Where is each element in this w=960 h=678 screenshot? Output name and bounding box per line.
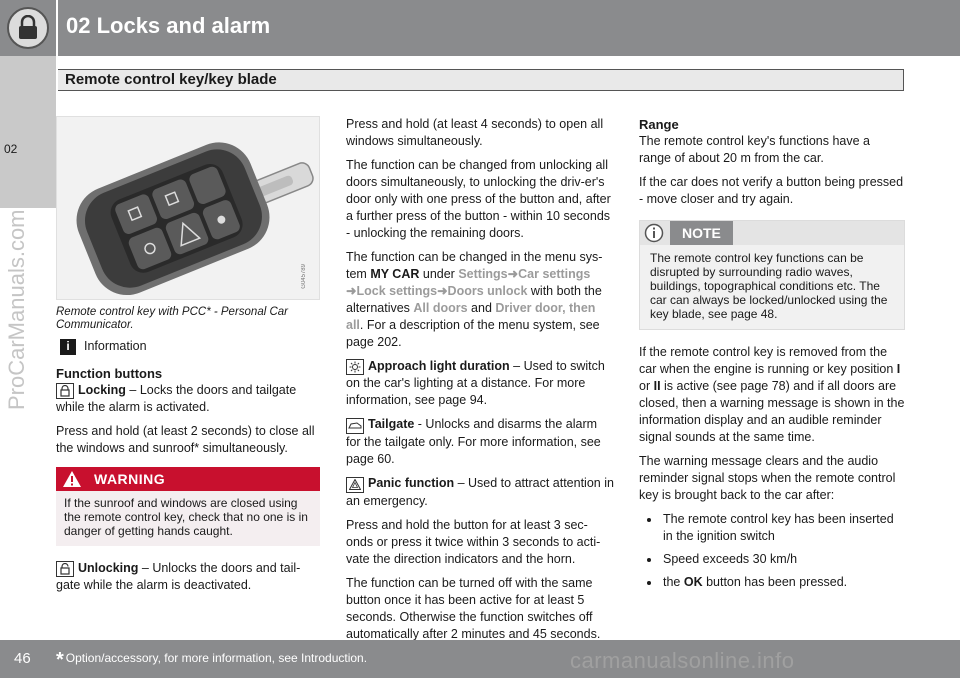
footnote-star: *: [56, 649, 64, 671]
my-car-label: MY CAR: [370, 267, 420, 281]
section-title-box: [56, 69, 904, 91]
key-removed-paragraph: [639, 344, 905, 446]
locking-paragraph: [56, 382, 320, 416]
lock-icon: [56, 383, 74, 399]
footnote-text: Option/accessory, for more information, see Introduction.: [65, 651, 368, 665]
note-text: The remote control key functions can be disrupted by surrounding radio waves, buildings, topographical conditions etc. The car can always be locked/unlocked using the key blade, see page 48.: [650, 251, 888, 321]
menu-system-paragraph: [346, 249, 614, 351]
menu-text-b: with both the alternatives: [346, 284, 602, 315]
conditions-list: [639, 511, 905, 591]
chapter-icon-box: [0, 0, 58, 56]
menu-text-c: . For a description of the menu system, see page 202.: [346, 318, 600, 349]
arrow-right-icon: ➜: [437, 284, 448, 298]
panic-off-paragraph: The function can be turned off with the same button once it has been active for at least 5 seconds. Otherwise the function switches off automatically after 2 minutes and 45 seconds.: [346, 575, 601, 641]
function-buttons-heading: Function buttons: [56, 366, 163, 381]
range-paragraph-1: The remote control key's functions have a range of about 20 m from the car.: [639, 134, 870, 165]
note-info-icon: [644, 223, 664, 243]
option-all-doors: All doors: [413, 301, 468, 315]
chapter-side-tab: [0, 56, 58, 208]
panic-paragraph: [346, 475, 614, 510]
bullet3-text-b: button has been pressed.: [702, 575, 848, 589]
footnote: [56, 649, 367, 672]
column-left: [56, 116, 320, 601]
key-position-i: I: [896, 362, 901, 376]
menu-doors-unlock: Doors unlock: [447, 284, 528, 298]
locking-hold-paragraph: Press and hold (at least 2 seconds) to close all the windows and sunroof* simultaneously.: [56, 424, 315, 455]
open-windows-paragraph: Press and hold (at least 4 seconds) to open all windows simultaneously.: [346, 117, 604, 148]
list-item: • The remote control key has been inserted in the ignition switch: [661, 511, 905, 545]
removed-text-a: If the remote control key is removed from the car when the engine is running or key position: [639, 345, 897, 376]
range-heading: Range: [639, 117, 679, 132]
page-number: 46: [14, 650, 31, 667]
figure-caption: Remote control key with PCC* - Personal Car Communicator.: [56, 306, 288, 331]
unlocking-text: – Unlocks the doors and tail-gate while the alarm is deactivated.: [56, 561, 301, 592]
approach-text: – Used to switch on the car's lighting at a distance. For more information, see page 94.: [346, 359, 605, 407]
remote-key-illustration: [57, 117, 319, 299]
panic-icon: [346, 477, 364, 493]
page-footer: [0, 640, 960, 678]
list-item: • Speed exceeds 30 km/h: [661, 551, 905, 568]
approach-light-icon: [346, 359, 364, 375]
panic-hold-paragraph: Press and hold the button for at least 3 sec-onds or press it twice within 3 seconds to acti-vate the direction indicators and the horn.: [346, 517, 601, 566]
list-item: [661, 574, 905, 591]
option-driver-door: Driver door, then all: [346, 301, 596, 332]
bullet3-text-a: the: [663, 575, 684, 589]
note-title: NOTE: [670, 221, 733, 245]
menu-text-and: and: [467, 301, 496, 315]
warning-header: [56, 467, 320, 491]
panic-text: – Used to attract attention in an emergency.: [346, 476, 614, 508]
removed-text-b: is active (see page 78) and if all doors are closed, then a warning message is shown in the information display and an audible reminder signal sounds at the same time.: [639, 379, 905, 444]
information-label: Information: [84, 339, 147, 353]
warning-box: [56, 467, 320, 546]
lock-chapter-icon: [7, 7, 49, 49]
chapter-header: [0, 0, 960, 56]
warning-title: WARNING: [94, 470, 166, 487]
locking-text: – Locks the doors and tailgate while the alarm is activated.: [56, 383, 297, 414]
arrow-right-icon: ➜: [346, 284, 357, 298]
arrow-right-icon: ➜: [507, 267, 519, 281]
unlocking-label: Unlocking: [78, 561, 139, 575]
menu-text-a: The function can be changed in the menu sys-tem: [346, 250, 603, 281]
figure-code: G045789: [301, 264, 307, 289]
menu-text-under: under: [419, 267, 459, 281]
locking-label: Locking: [78, 383, 126, 397]
ok-button-label: OK: [683, 575, 703, 589]
side-tab-number: 02: [4, 142, 18, 156]
column-middle: [346, 116, 614, 650]
chapter-title: 02 Locks and alarm: [66, 13, 271, 38]
range-paragraph-2: If the car does not verify a button being pressed - move closer and try again.: [639, 175, 904, 206]
note-header: [640, 221, 904, 245]
menu-lock-settings: Lock settings: [356, 284, 438, 298]
tailgate-text: - Unlocks and disarms the alarm for the tailgate only. For more information, see page 60.: [346, 417, 601, 466]
unlocking-paragraph: [56, 560, 320, 594]
note-box: [639, 220, 905, 330]
key-position-ii: II: [653, 379, 661, 393]
unlock-change-paragraph: The function can be changed from unlocking all doors simultaneously, to unlocking the driv-er's door only with one press of the button and, after a further press of the button - within 10 seconds - unlocking the remaining doors.: [346, 158, 611, 240]
warning-text: If the sunroof and windows are closed using the remote control key, check that no one is in danger of getting hands caught.: [64, 496, 308, 538]
side-watermark: ProCarManuals.com: [4, 209, 29, 410]
tailgate-label: Tailgate: [368, 417, 415, 431]
removed-text-or: or: [639, 379, 654, 393]
menu-car-settings: Car settings: [518, 267, 591, 281]
approach-label: Approach light duration: [368, 359, 510, 373]
unlock-icon: [56, 561, 74, 577]
tailgate-paragraph: [346, 416, 614, 468]
information-row: [60, 338, 320, 355]
column-right: [639, 116, 905, 597]
warning-clears-paragraph: The warning message clears and the audio reminder signal stops when the remote control key is brought back to the car after:: [639, 454, 896, 502]
remote-key-figure: [56, 116, 320, 300]
section-title: Remote control key/key blade: [65, 71, 277, 88]
panic-label: Panic function: [368, 476, 455, 490]
warning-triangle-icon: [62, 470, 82, 488]
menu-settings: Settings: [458, 267, 508, 281]
approach-light-paragraph: [346, 358, 614, 409]
information-icon: i: [60, 339, 76, 355]
footer-watermark: carmanualsonline.info: [570, 648, 795, 673]
tailgate-icon: [346, 418, 364, 434]
